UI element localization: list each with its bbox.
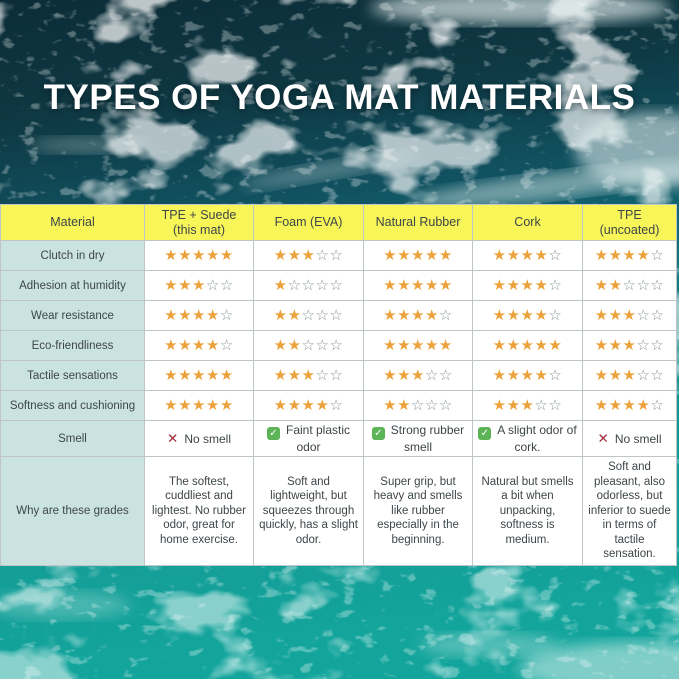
star-empty-icon: ☆ <box>219 307 234 324</box>
star-rating <box>383 307 453 324</box>
star-rating <box>383 277 453 294</box>
star-rating <box>274 397 344 414</box>
star-empty-icon: ☆☆☆ <box>301 337 344 354</box>
star-empty-icon: ☆☆ <box>424 367 453 384</box>
star-filled-icon: ★★★★ <box>383 307 439 324</box>
star-rating <box>164 247 234 264</box>
rating-cell <box>364 361 473 391</box>
rating-cell <box>473 271 583 301</box>
row-label: Adhesion at humidity <box>1 271 145 301</box>
star-rating <box>493 247 563 264</box>
column-header-natural-rubber: Natural Rubber <box>364 205 473 241</box>
rating-cell <box>473 241 583 271</box>
smell-text: No smell <box>614 431 662 446</box>
rating-row-adhesion-at-humidity <box>1 271 677 301</box>
star-filled-icon: ★★★ <box>383 367 425 384</box>
star-filled-icon: ★ <box>273 277 288 294</box>
star-rating <box>274 277 344 294</box>
materials-comparison-table <box>0 204 677 566</box>
rating-row-eco-friendliness <box>1 331 677 361</box>
star-rating <box>595 247 665 264</box>
star-filled-icon: ★★★ <box>492 397 535 414</box>
rating-row-wear-resistance <box>1 301 677 331</box>
grade-explanation-cell: Soft and lightweight, but squeezes through quickly, has a slight odor. <box>254 457 364 566</box>
smell-text: No smell <box>184 431 231 446</box>
row-label: Why are these grades <box>1 457 145 566</box>
row-label: Clutch in dry <box>1 241 145 271</box>
star-empty-icon: ☆ <box>548 367 563 384</box>
row-label: Softness and cushioning <box>1 391 145 421</box>
star-filled-icon: ★★ <box>273 337 302 354</box>
star-rating <box>164 277 234 294</box>
star-rating <box>493 307 563 324</box>
star-empty-icon: ☆☆☆ <box>622 277 665 294</box>
star-rating <box>595 307 665 324</box>
table-header-row <box>1 205 677 241</box>
star-empty-icon: ☆☆☆ <box>301 307 344 324</box>
star-filled-icon: ★★★ <box>273 247 316 264</box>
star-rating <box>493 397 563 414</box>
grade-explanation-cell: Soft and pleasant, also odorless, but inferior to suede in terms of tactile sensation. <box>583 457 677 566</box>
rating-cell <box>583 331 677 361</box>
star-filled-icon: ★★★★ <box>492 307 549 324</box>
star-filled-icon: ★★★ <box>594 367 637 384</box>
rating-cell <box>364 271 473 301</box>
star-empty-icon: ☆ <box>219 337 234 354</box>
smell-cell <box>583 421 677 457</box>
smell-cell <box>145 421 254 457</box>
rating-cell <box>364 391 473 421</box>
star-rating <box>493 277 563 294</box>
rating-cell <box>473 361 583 391</box>
smell-text: Faint plastic odor <box>285 423 351 454</box>
star-rating <box>164 397 234 414</box>
star-filled-icon: ★★★★★ <box>164 247 234 264</box>
star-filled-icon: ★★ <box>383 397 412 414</box>
rating-cell <box>254 241 364 271</box>
star-rating <box>383 397 453 414</box>
star-filled-icon: ★★ <box>273 307 302 324</box>
star-rating <box>383 337 453 354</box>
star-rating <box>595 367 665 384</box>
star-rating <box>595 337 665 354</box>
check-icon: ✓ <box>478 427 491 440</box>
star-filled-icon: ★★★★★ <box>383 277 453 294</box>
grade-explanation-cell: Super grip, but heavy and smells like rubber especially in the beginning. <box>364 457 473 566</box>
row-label: Tactile sensations <box>1 361 145 391</box>
rating-cell <box>583 301 677 331</box>
rating-row-tactile-sensations <box>1 361 677 391</box>
rating-cell <box>583 271 677 301</box>
grades-row <box>1 457 677 566</box>
star-rating <box>274 307 344 324</box>
grade-explanation-cell: Natural but smells a bit when unpacking, softness is medium. <box>473 457 583 566</box>
column-header-tpe-suede-this-mat: TPE + Suede (this mat) <box>145 205 254 241</box>
rating-cell <box>583 391 677 421</box>
star-rating <box>383 247 453 264</box>
star-rating <box>383 367 453 384</box>
star-empty-icon: ☆ <box>329 397 344 414</box>
rating-cell <box>583 361 677 391</box>
rating-cell <box>145 391 254 421</box>
star-empty-icon: ☆ <box>438 307 453 324</box>
column-header-cork: Cork <box>473 205 583 241</box>
star-empty-icon: ☆ <box>548 277 563 294</box>
star-empty-icon: ☆☆ <box>534 397 563 414</box>
star-filled-icon: ★★★★ <box>164 337 220 354</box>
star-empty-icon: ☆☆ <box>315 247 344 264</box>
cross-icon: ✕ <box>597 430 609 446</box>
smell-cell <box>473 421 583 457</box>
check-icon: ✓ <box>267 427 280 440</box>
star-rating <box>595 277 665 294</box>
rating-cell <box>145 241 254 271</box>
star-empty-icon: ☆☆ <box>315 367 344 384</box>
smell-cell <box>364 421 473 457</box>
rating-cell <box>473 391 583 421</box>
row-label: Eco-friendliness <box>1 331 145 361</box>
star-filled-icon: ★★★★ <box>492 277 549 294</box>
star-filled-icon: ★★★ <box>164 277 206 294</box>
star-filled-icon: ★★★ <box>594 337 637 354</box>
rating-cell <box>254 391 364 421</box>
star-filled-icon: ★★ <box>594 277 623 294</box>
rating-cell <box>145 301 254 331</box>
star-filled-icon: ★★★★ <box>164 307 220 324</box>
rating-cell <box>254 361 364 391</box>
column-header-material: Material <box>1 205 145 241</box>
rating-cell <box>254 271 364 301</box>
rating-cell <box>364 301 473 331</box>
rating-cell <box>145 361 254 391</box>
star-empty-icon: ☆☆☆☆ <box>287 277 344 294</box>
star-empty-icon: ☆ <box>548 307 563 324</box>
star-rating <box>164 337 234 354</box>
grade-explanation-cell: The softest, cuddliest and lightest. No rubber odor, great for home exercise. <box>145 457 254 566</box>
star-rating <box>595 397 665 414</box>
smell-cell <box>254 421 364 457</box>
star-filled-icon: ★★★★★ <box>383 337 453 354</box>
star-empty-icon: ☆☆ <box>636 367 665 384</box>
star-filled-icon: ★★★★★ <box>164 367 234 384</box>
row-label: Smell <box>1 421 145 457</box>
rating-row-softness-and-cushioning <box>1 391 677 421</box>
star-filled-icon: ★★★★ <box>273 397 330 414</box>
check-icon: ✓ <box>372 427 385 440</box>
smell-text: Strong rubber smell <box>390 423 465 454</box>
star-empty-icon: ☆ <box>650 247 665 264</box>
star-empty-icon: ☆☆ <box>636 307 665 324</box>
rating-cell <box>583 241 677 271</box>
rating-cell <box>254 331 364 361</box>
star-rating <box>274 367 344 384</box>
rating-cell <box>364 241 473 271</box>
star-filled-icon: ★★★★ <box>594 247 651 264</box>
row-label: Wear resistance <box>1 301 145 331</box>
star-empty-icon: ☆ <box>548 247 563 264</box>
star-filled-icon: ★★★★★ <box>164 397 234 414</box>
rating-row-clutch-in-dry <box>1 241 677 271</box>
star-filled-icon: ★★★ <box>594 307 637 324</box>
star-empty-icon: ☆ <box>650 397 665 414</box>
smell-text: A slight odor of cork. <box>497 423 577 454</box>
star-rating <box>164 367 234 384</box>
rating-cell <box>145 271 254 301</box>
column-header-tpe-uncoated: TPE (uncoated) <box>583 205 677 241</box>
column-header-foam-eva: Foam (EVA) <box>254 205 364 241</box>
star-rating <box>164 307 234 324</box>
star-empty-icon: ☆☆ <box>205 277 234 294</box>
star-rating <box>493 367 563 384</box>
rating-cell <box>254 301 364 331</box>
star-filled-icon: ★★★★ <box>492 247 549 264</box>
star-rating <box>274 337 344 354</box>
star-filled-icon: ★★★★ <box>492 367 549 384</box>
page-title: TYPES OF YOGA MAT MATERIALS <box>43 78 636 117</box>
rating-cell <box>145 331 254 361</box>
star-filled-icon: ★★★ <box>273 367 316 384</box>
star-rating <box>274 247 344 264</box>
star-filled-icon: ★★★★★ <box>383 247 453 264</box>
cross-icon: ✕ <box>167 430 179 446</box>
rating-cell <box>473 301 583 331</box>
star-empty-icon: ☆☆☆ <box>411 397 453 414</box>
star-filled-icon: ★★★★ <box>594 397 651 414</box>
star-filled-icon: ★★★★★ <box>492 337 563 354</box>
smell-row <box>1 421 677 457</box>
star-rating <box>493 337 563 354</box>
star-empty-icon: ☆☆ <box>636 337 665 354</box>
rating-cell <box>364 331 473 361</box>
rating-cell <box>473 331 583 361</box>
